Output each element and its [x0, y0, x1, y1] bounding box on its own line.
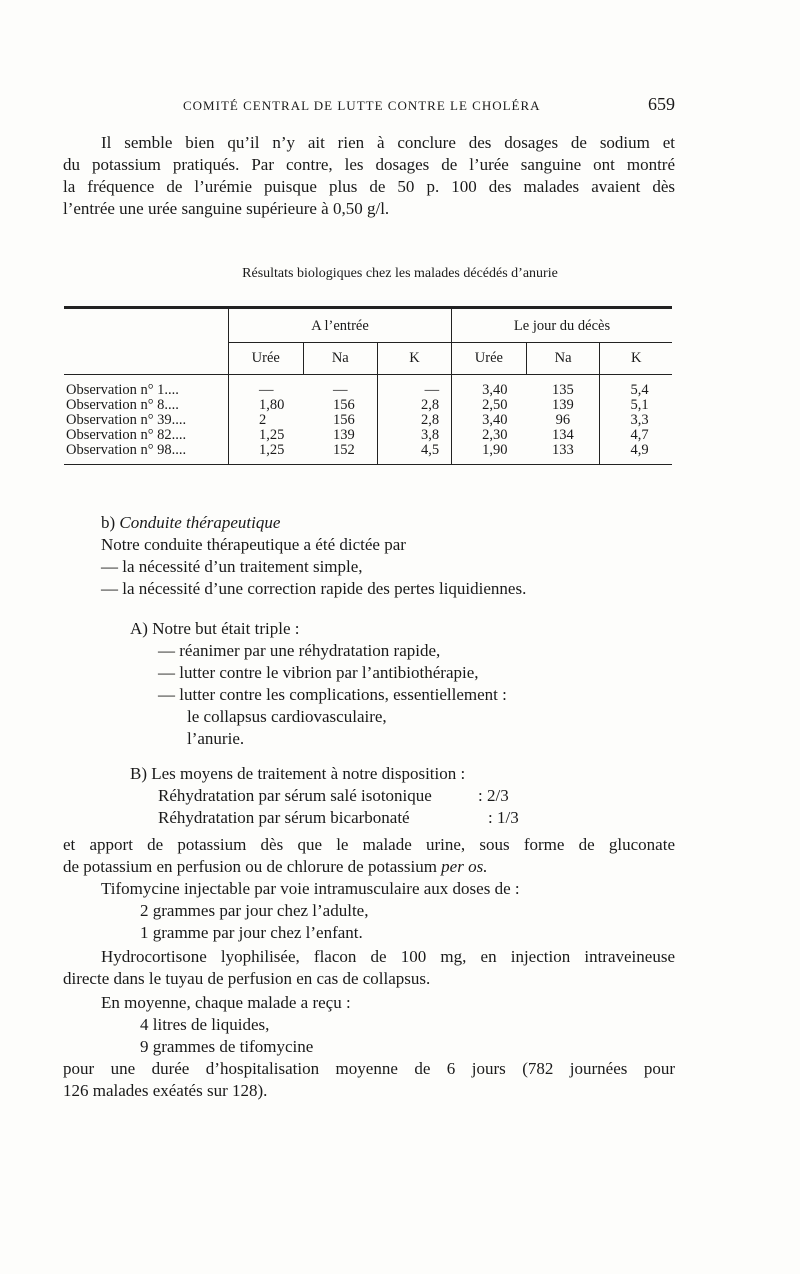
page-number: 659 — [648, 94, 675, 114]
cell: 3,40 — [452, 413, 527, 428]
cell: — — [333, 382, 348, 398]
intro-line: Il semble bien qu’il n’y ait rien à conclure des dosages de sodium et — [101, 133, 675, 152]
cell: 156 — [333, 412, 355, 428]
rehydration-bicarbonate-label: Réhydratation par sérum bicarbonaté — [158, 808, 410, 827]
rehydration-isotonic-label: Réhydratation par sérum salé isotonique — [158, 786, 432, 805]
cell: 4,7 — [600, 428, 672, 443]
col-header: Na — [526, 343, 600, 375]
heading-prefix: b) — [101, 513, 120, 532]
cell: 2,30 — [452, 428, 527, 443]
tifomycine-line: Tifomycine injectable par voie intramusculaire aux doses de : — [101, 879, 520, 898]
cell: 135 — [551, 382, 574, 398]
section-b-means — [130, 763, 610, 829]
per-os: per os. — [441, 857, 488, 876]
heading-italic: Conduite thérapeutique — [119, 513, 281, 532]
average-paragraph — [63, 992, 675, 1102]
cell: 133 — [526, 443, 600, 465]
section-b-line: Notre conduite thérapeutique a été dictée par — [101, 535, 406, 554]
potassium-line: et apport de potassium dès que le malade urine, sous forme de gluconate — [63, 835, 675, 854]
rehydration-bicarbonate-value: : 1/3 — [488, 808, 519, 827]
rehydration-isotonic — [130, 785, 610, 807]
cell: — — [378, 375, 452, 399]
section-a-line: l’anurie. — [187, 729, 245, 748]
average-line: En moyenne, chaque malade a reçu : — [101, 993, 351, 1012]
table-group-header-row — [64, 308, 672, 343]
row-label: Observation n° 82.... — [66, 427, 187, 443]
table-sub-header-row — [64, 343, 672, 375]
potassium-paragraph — [63, 834, 675, 878]
dose-adult: 2 grammes par jour chez l’adulte, — [140, 901, 369, 920]
potassium-line-2 — [63, 856, 675, 878]
potassium-text: de potassium en perfusion ou de chlorure de potassium — [63, 857, 442, 876]
row-label: Observation n° 1.... — [66, 382, 179, 398]
table-row — [64, 398, 672, 413]
cell: 3,40 — [452, 375, 527, 399]
intro-line: l’entrée une urée sanguine supérieure à 0,50 g/l. — [63, 199, 390, 218]
section-b-means-line: B) Les moyens de traitement à notre disposition : — [130, 764, 466, 783]
cell: 1,90 — [452, 443, 527, 465]
duration-line: pour une durée d’hospitalisation moyenne de 6 jours (782 journées pour — [63, 1059, 675, 1078]
cell: 2,50 — [452, 398, 527, 413]
duration-line: 126 malades exéatés sur 128). — [63, 1081, 268, 1100]
table-row — [64, 443, 672, 465]
row-label: Observation n° 98.... — [64, 443, 228, 465]
liquides-line: 4 litres de liquides, — [140, 1015, 270, 1034]
cell: 2,8 — [378, 413, 452, 428]
group-header-death: Le jour du décès — [452, 308, 672, 343]
running-title: COMITÉ CENTRAL DE LUTTE CONTRE LE CHOLÉRA — [183, 98, 541, 113]
section-b-heading — [101, 512, 621, 534]
cell: 152 — [303, 443, 378, 465]
hydrocortisone-line: directe dans le tuyau de perfusion en cas de collapsus. — [63, 969, 431, 988]
tifomycine-paragraph — [63, 878, 675, 944]
cell: 4,5 — [378, 443, 452, 465]
hydrocortisone-paragraph — [63, 946, 675, 990]
table-row — [64, 428, 672, 443]
intro-line: la fréquence de l’urémie puisque plus de 50 p. 100 des malades avaient dès — [63, 177, 675, 196]
table-caption: Résultats biologiques chez les malades décédés d’anurie — [242, 266, 558, 281]
table-row — [64, 413, 672, 428]
cell: 1,25 — [228, 443, 303, 465]
col-header: Na — [303, 343, 378, 375]
cell: 5,4 — [600, 375, 672, 399]
cell: 1,25 — [228, 428, 303, 443]
rehydration-bicarbonate — [130, 807, 610, 829]
cell: 3,8 — [378, 428, 452, 443]
intro-paragraph — [63, 132, 675, 220]
hydrocortisone-line: Hydrocortisone lyophilisée, flacon de 100 mg, en injection intraveineuse — [101, 947, 675, 966]
table-row — [64, 375, 672, 399]
cell: 2 — [228, 413, 303, 428]
results-table — [64, 306, 672, 465]
col-header: K — [600, 343, 672, 375]
row-label: Observation n° 39.... — [66, 412, 187, 428]
section-a-line: — lutter contre le vibrion par l’antibiothérapie, — [158, 663, 479, 682]
dose-child: 1 gramme par jour chez l’enfant. — [140, 923, 363, 942]
section-a-line: le collapsus cardiovasculaire, — [187, 707, 387, 726]
section-a-line: A) Notre but était triple : — [130, 619, 300, 638]
section-b-line: — la nécessité d’une correction rapide des pertes liquidiennes. — [101, 579, 527, 598]
col-header: Urée — [228, 343, 303, 375]
cell: 134 — [551, 427, 574, 443]
cell: 156 — [333, 397, 355, 413]
cell: — — [228, 375, 303, 399]
cell: 2,8 — [378, 398, 452, 413]
tifomycine-total-line: 9 grammes de tifomycine — [140, 1037, 314, 1056]
col-header: Urée — [452, 343, 527, 375]
section-b-line: — la nécessité d’un traitement simple, — [101, 557, 363, 576]
rehydration-isotonic-value: : 2/3 — [478, 786, 509, 805]
cell: 4,9 — [600, 443, 672, 465]
group-header-entry: A l’entrée — [228, 308, 451, 343]
cell: 139 — [551, 397, 574, 413]
intro-line: du potassium pratiqués. Par contre, les dosages de l’urée sanguine ont montré — [63, 155, 675, 174]
section-a-line: — réanimer par une réhydratation rapide, — [158, 641, 441, 660]
cell: 96 — [555, 412, 571, 428]
cell: 3,3 — [600, 413, 672, 428]
cell: 139 — [333, 427, 355, 443]
row-label: Observation n° 8.... — [66, 397, 179, 413]
section-b — [101, 512, 621, 600]
col-header: K — [378, 343, 452, 375]
cell: 1,80 — [228, 398, 303, 413]
section-a-list — [130, 618, 610, 750]
section-a-line: — lutter contre les complications, essentiellement : — [158, 685, 507, 704]
cell: 5,1 — [600, 398, 672, 413]
